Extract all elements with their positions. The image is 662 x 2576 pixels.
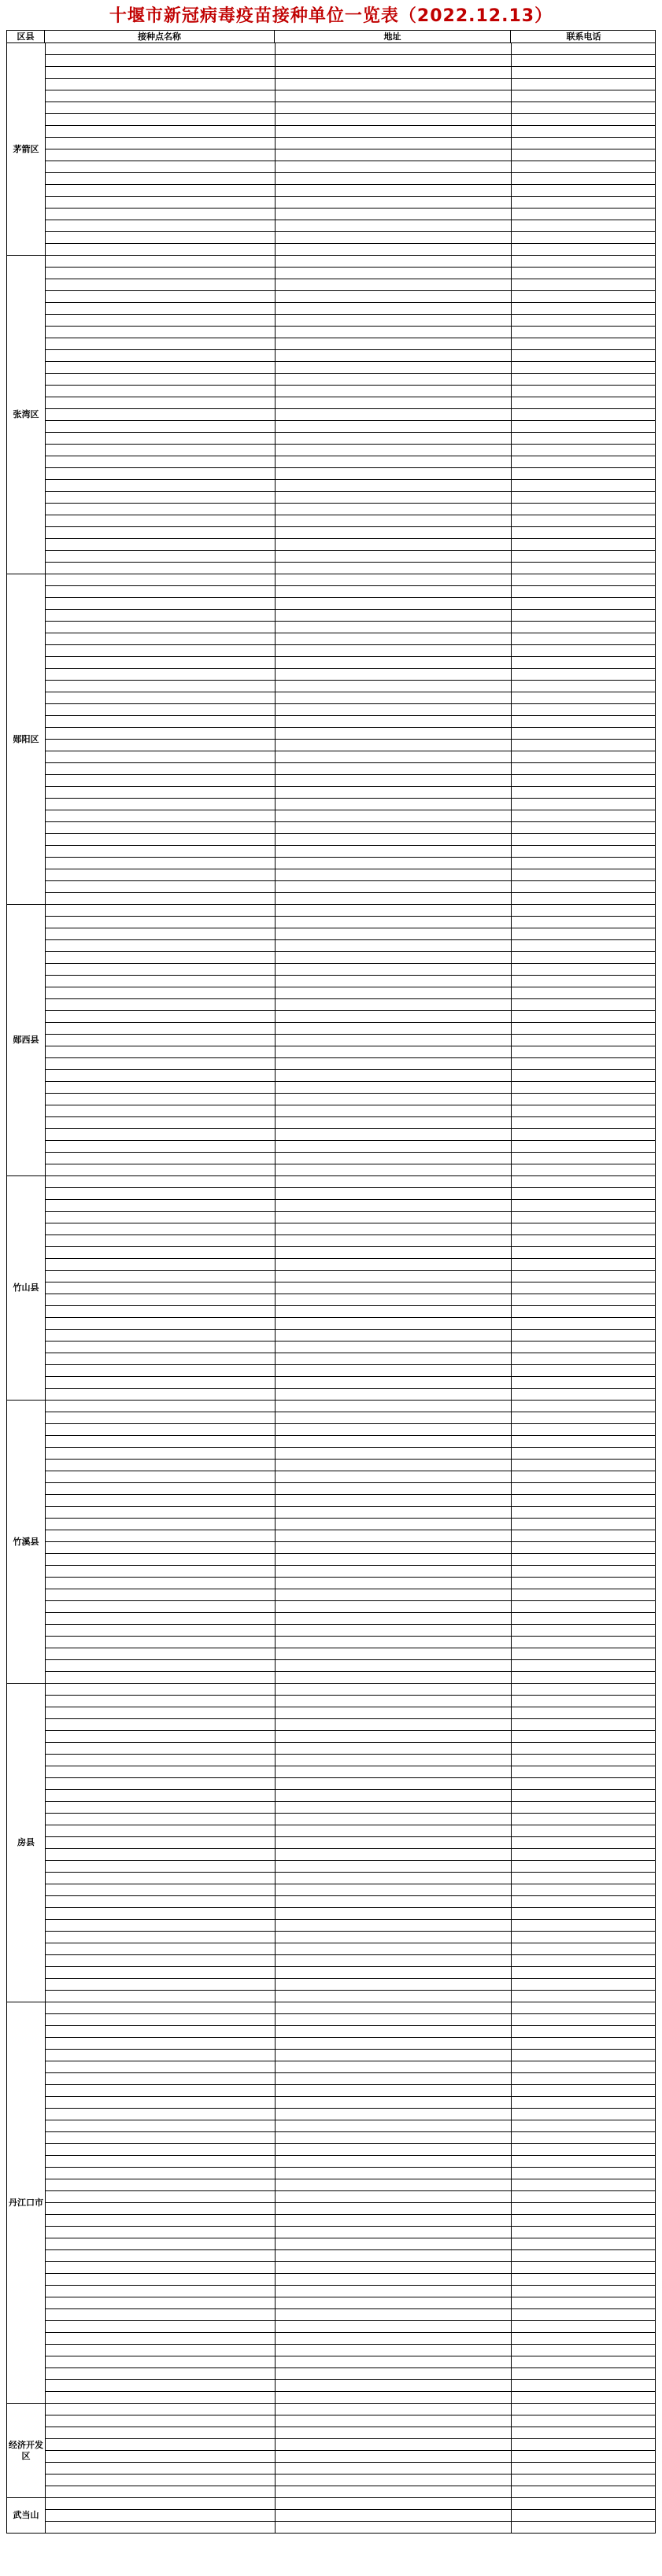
district-label: 武当山 xyxy=(13,2510,39,2520)
district-block xyxy=(6,256,656,574)
district-blocks xyxy=(6,43,656,2534)
header-name: 接种点名称 xyxy=(45,31,275,43)
header-phone: 联系电话 xyxy=(566,31,601,42)
header-district: 区县 xyxy=(7,31,45,43)
district-label: 房县 xyxy=(17,1837,35,1847)
district-block xyxy=(6,43,656,256)
district-label: 丹江口市 xyxy=(9,2197,43,2208)
district-block xyxy=(6,1684,656,2002)
district-label: 茅箭区 xyxy=(13,143,39,154)
page-title: 十堰市新冠病毒疫苗接种单位一览表（2022.12.13） xyxy=(109,6,553,26)
header-address: 地址 xyxy=(275,31,511,43)
district-label: 竹山县 xyxy=(13,1282,39,1293)
district-label: 郧西县 xyxy=(13,1035,39,1045)
district-label: 经济开发区 xyxy=(9,2439,43,2461)
district-label: 竹溪县 xyxy=(13,1536,39,1547)
table-header xyxy=(6,30,656,43)
district-label: 张湾区 xyxy=(13,409,39,419)
district-block xyxy=(6,2404,656,2498)
district-block xyxy=(6,2498,656,2534)
district-block xyxy=(6,1176,656,1401)
district-block xyxy=(6,905,656,1176)
district-label: 郧阳区 xyxy=(13,733,39,744)
district-block xyxy=(6,574,656,905)
district-block xyxy=(6,1401,656,1684)
district-block xyxy=(6,2002,656,2404)
